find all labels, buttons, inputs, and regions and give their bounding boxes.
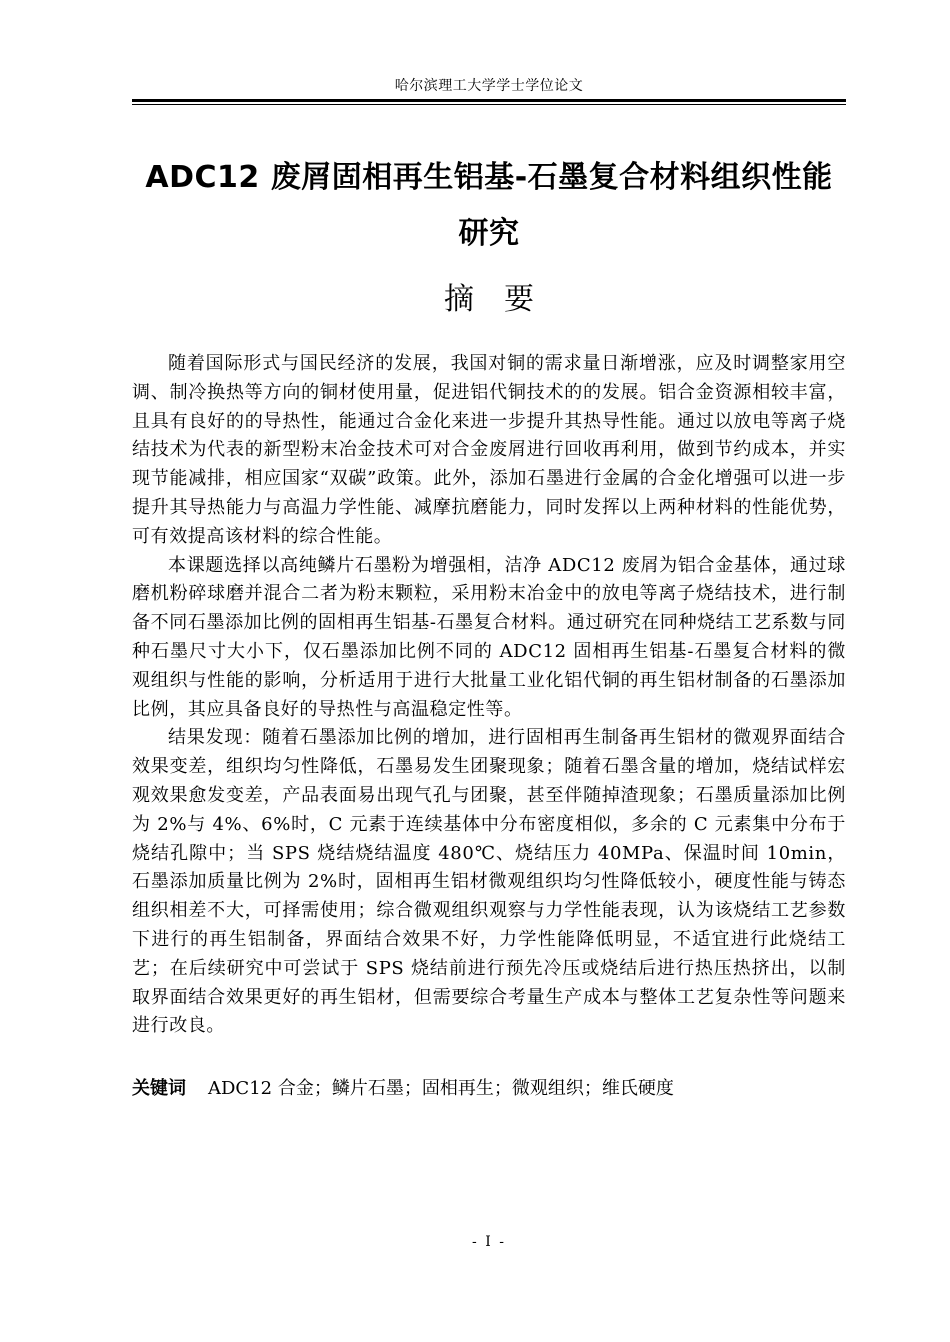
keywords-list: ADC12 合金；鳞片石墨；固相再生；微观组织；维氏硬度	[208, 1078, 674, 1099]
page-number: - I -	[472, 1234, 506, 1250]
running-header: 哈尔滨理工大学学士学位论文	[394, 78, 584, 94]
abstract-paragraph-3: 结果发现：随着石墨添加比例的增加，进行固相再生制备再生铝材的微观界面结合效果变差，组织均匀性降低，石墨易发生团聚现象；随着石墨含量的增加，烧结试样宏观效果愈发变差，产品表面易出现气孔与团聚，甚至伴随掉渣现象；石墨质量添加比例为 2%与 4%、6%时，C 元素于连续基体中分布密度相似，多余的 C 元素集中分布于烧结孔隙中；当 SPS 烧结烧结温度 480℃、烧结压力 40MPa、保温时间 10min，石墨添加质量比例为 2%时，固相再生铝材微观组织均匀性降低较小，硬度性能与铸态组织相差不大，可择需使用；综合微观组织观察与力学性能表现，认为该烧结工艺参数下进行的再生铝制备，界面结合效果不好，力学性能降低明显，不适宜进行此烧结工艺；在后续研究中可尝试于 SPS 烧结前进行预先冷压或烧结后进行热压热挤出，以制取界面结合效果更好的再生铝材，但需要综合考量生产成本与整体工艺复杂性等问题来进行改良。	[132, 727, 846, 1037]
abstract-heading: 摘要	[444, 282, 564, 317]
keywords-line	[132, 1074, 846, 1104]
keywords-label: 关键词	[132, 1078, 186, 1099]
abstract-paragraph-2: 本课题选择以高纯鳞片石墨粉为增强相，洁净 ADC12 废屑为铝合金基体，通过球磨机粉碎球磨并混合二者为粉末颗粒，采用粉末冶金中的放电等离子烧结技术，进行制备不同石墨添加比例的固相再生铝基-石墨复合材料。通过研究在同种烧结工艺系数与同种石墨尺寸大小下，仅石墨添加比例不同的 ADC12 固相再生铝基-石墨复合材料的微观组织与性能的影响，分析适用于进行大批量工业化铝代铜的再生铝材制备的石墨添加比例，其应具备良好的导热性与高温稳定性等。	[132, 554, 846, 720]
abstract-paragraph-1: 随着国际形式与国民经济的发展，我国对铜的需求量日渐增涨，应及时调整家用空调、制冷换热等方向的铜材使用量，促进铝代铜技术的的发展。铝合金资源相较丰富，且具有良好的的导热性，能通过合金化来进一步提升其热导性能。通过以放电等离子烧结技术为代表的新型粉末冶金技术可对合金废屑进行回收再利用，做到节约成本，并实现节能减排，相应国家“双碳”政策。此外，添加石墨进行金属的合金化增强可以进一步提升其导热能力与高温力学性能、减摩抗磨能力，同时发挥以上两种材料的性能优势，可有效提高该材料的综合性能。	[132, 353, 846, 547]
thesis-title: ADC12 废屑固相再生铝基-石墨复合材料组织性能研究	[145, 160, 833, 251]
header-rule-thick	[132, 99, 846, 102]
header-rule-thin	[132, 104, 846, 105]
abstract-body	[132, 350, 846, 1041]
